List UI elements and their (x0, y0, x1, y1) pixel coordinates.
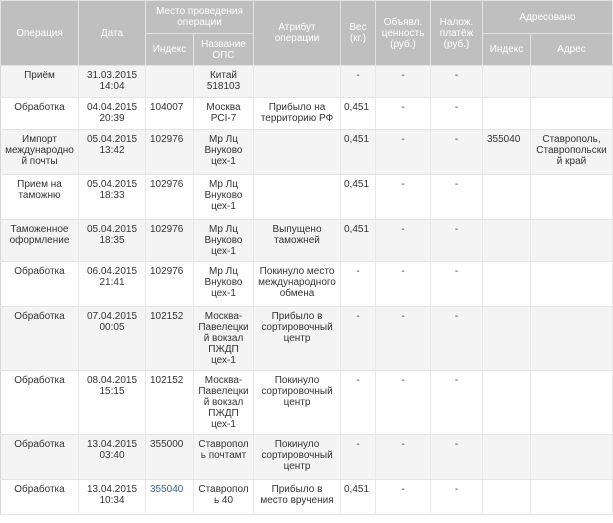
cell-cod: - (431, 175, 483, 220)
cell-weight: 0,451 (341, 98, 376, 130)
cell-date: 04.04.2015 20:39 (79, 98, 146, 130)
cell-index: 102976 (146, 262, 194, 307)
cell-date: 31.03.2015 14:04 (79, 66, 146, 98)
cell-place-name: Мр Лц Внуково цех-1 (194, 130, 254, 175)
cell-weight: - (341, 371, 376, 435)
table-header (1, 1, 613, 66)
cell-cod: - (431, 435, 483, 480)
cell-address (531, 66, 613, 98)
cell-weight: - (341, 66, 376, 98)
cell-place-name: Мр Лц Внуково цех-1 (194, 175, 254, 220)
table-row (1, 66, 613, 98)
header-weight: Вес (кг.) (341, 1, 376, 66)
table-row (1, 262, 613, 307)
header-date: Дата (79, 1, 146, 66)
cell-address (531, 262, 613, 307)
cell-declared-value: - (376, 307, 431, 371)
cell-operation: Приём (1, 66, 79, 98)
header-operation: Операция (1, 1, 79, 66)
cell-address (531, 220, 613, 262)
cell-address-index (483, 480, 531, 515)
cell-attribute: Покинуло сортировочный центр (254, 435, 341, 480)
cell-attribute (254, 175, 341, 220)
table-row (1, 480, 613, 515)
header-address: Адрес (531, 34, 613, 66)
cell-address (531, 435, 613, 480)
cell-address-index: 355040 (483, 130, 531, 175)
cell-operation: Обработка (1, 435, 79, 480)
cell-address-index (483, 175, 531, 220)
cell-operation: Обработка (1, 480, 79, 515)
cell-declared-value: - (376, 371, 431, 435)
cell-attribute: Выпущено таможней (254, 220, 341, 262)
cell-index (146, 66, 194, 98)
header-place-group: Место проведения операции (146, 1, 254, 34)
table-row (1, 307, 613, 371)
cell-cod: - (431, 262, 483, 307)
cell-declared-value: - (376, 130, 431, 175)
cell-operation: Импорт международной почты (1, 130, 79, 175)
cell-declared-value: - (376, 66, 431, 98)
cell-date: 05.04.2015 18:33 (79, 175, 146, 220)
header-place-name: Название ОПС (194, 34, 254, 66)
header-address-group: Адресовано (483, 1, 613, 34)
cell-declared-value: - (376, 480, 431, 515)
cell-attribute: Прибыло на территорию РФ (254, 98, 341, 130)
cell-address-index (483, 371, 531, 435)
cell-index: 102976 (146, 130, 194, 175)
header-cod: Налож. платёж (руб.) (431, 1, 483, 66)
cell-place-name: Мр Лц Внуково цех-1 (194, 262, 254, 307)
cell-cod: - (431, 220, 483, 262)
cell-place-name: Ставрополь почтамт (194, 435, 254, 480)
cell-attribute (254, 130, 341, 175)
cell-date: 05.04.2015 18:35 (79, 220, 146, 262)
cell-attribute: Прибыло в сортировочный центр (254, 307, 341, 371)
cell-cod: - (431, 307, 483, 371)
cell-address (531, 480, 613, 515)
cell-attribute: Прибыло в место вручения (254, 480, 341, 515)
cell-weight: 0,451 (341, 480, 376, 515)
cell-operation: Обработка (1, 371, 79, 435)
cell-index: 102152 (146, 371, 194, 435)
cell-address (531, 175, 613, 220)
cell-place-name: Ставрополь 40 (194, 480, 254, 515)
cell-address (531, 371, 613, 435)
cell-place-name: Мр Лц Внуково цех-1 (194, 220, 254, 262)
cell-index: 102152 (146, 307, 194, 371)
table-row (1, 175, 613, 220)
cell-operation: Обработка (1, 307, 79, 371)
cell-declared-value: - (376, 175, 431, 220)
cell-date: 06.04.2015 21:41 (79, 262, 146, 307)
cell-attribute: Покинуло место международного обмена (254, 262, 341, 307)
cell-date: 07.04.2015 00:05 (79, 307, 146, 371)
cell-address: Ставрополь, Ставропольский край (531, 130, 613, 175)
table-row (1, 98, 613, 130)
cell-date: 13.04.2015 03:40 (79, 435, 146, 480)
cell-address-index (483, 307, 531, 371)
cell-operation: Обработка (1, 98, 79, 130)
header-declared-value: Объявл. ценность (руб.) (376, 1, 431, 66)
cell-index: 102976 (146, 220, 194, 262)
cell-cod: - (431, 98, 483, 130)
cell-address-index (483, 66, 531, 98)
cell-weight: 0,451 (341, 220, 376, 262)
cell-weight: - (341, 262, 376, 307)
header-address-index: Индекс (483, 34, 531, 66)
table-row (1, 220, 613, 262)
table-body (1, 66, 613, 515)
cell-place-name: Москва-Павелецкий вокзал ПЖДП цех-1 (194, 307, 254, 371)
cell-index: 102976 (146, 175, 194, 220)
cell-address-index (483, 98, 531, 130)
cell-cod: - (431, 480, 483, 515)
cell-address (531, 98, 613, 130)
header-attribute: Атрибут операции (254, 1, 341, 66)
table-row (1, 130, 613, 175)
cell-declared-value: - (376, 435, 431, 480)
cell-weight: - (341, 307, 376, 371)
cell-operation: Таможенное оформление (1, 220, 79, 262)
cell-attribute (254, 66, 341, 98)
cell-date: 13.04.2015 10:34 (79, 480, 146, 515)
cell-index-link[interactable]: 355040 (146, 480, 194, 515)
cell-cod: - (431, 66, 483, 98)
table-row (1, 371, 613, 435)
cell-operation: Обработка (1, 262, 79, 307)
cell-declared-value: - (376, 98, 431, 130)
cell-place-name: Москва PCI-7 (194, 98, 254, 130)
cell-address-index (483, 435, 531, 480)
cell-address (531, 307, 613, 371)
cell-address-index (483, 262, 531, 307)
cell-attribute: Покинуло сортировочный центр (254, 371, 341, 435)
cell-cod: - (431, 130, 483, 175)
cell-weight: 0,451 (341, 175, 376, 220)
cell-weight: - (341, 435, 376, 480)
table-row (1, 435, 613, 480)
cell-declared-value: - (376, 262, 431, 307)
cell-index: 104007 (146, 98, 194, 130)
cell-operation: Прием на таможню (1, 175, 79, 220)
cell-cod: - (431, 371, 483, 435)
cell-place-name: Москва-Павелецкий вокзал ПЖДП цех-1 (194, 371, 254, 435)
cell-address-index (483, 220, 531, 262)
cell-declared-value: - (376, 220, 431, 262)
cell-place-name: Китай 518103 (194, 66, 254, 98)
cell-date: 08.04.2015 15:15 (79, 371, 146, 435)
cell-date: 05.04.2015 13:42 (79, 130, 146, 175)
cell-index: 355000 (146, 435, 194, 480)
cell-weight: 0,451 (341, 130, 376, 175)
header-place-index: Индекс (146, 34, 194, 66)
